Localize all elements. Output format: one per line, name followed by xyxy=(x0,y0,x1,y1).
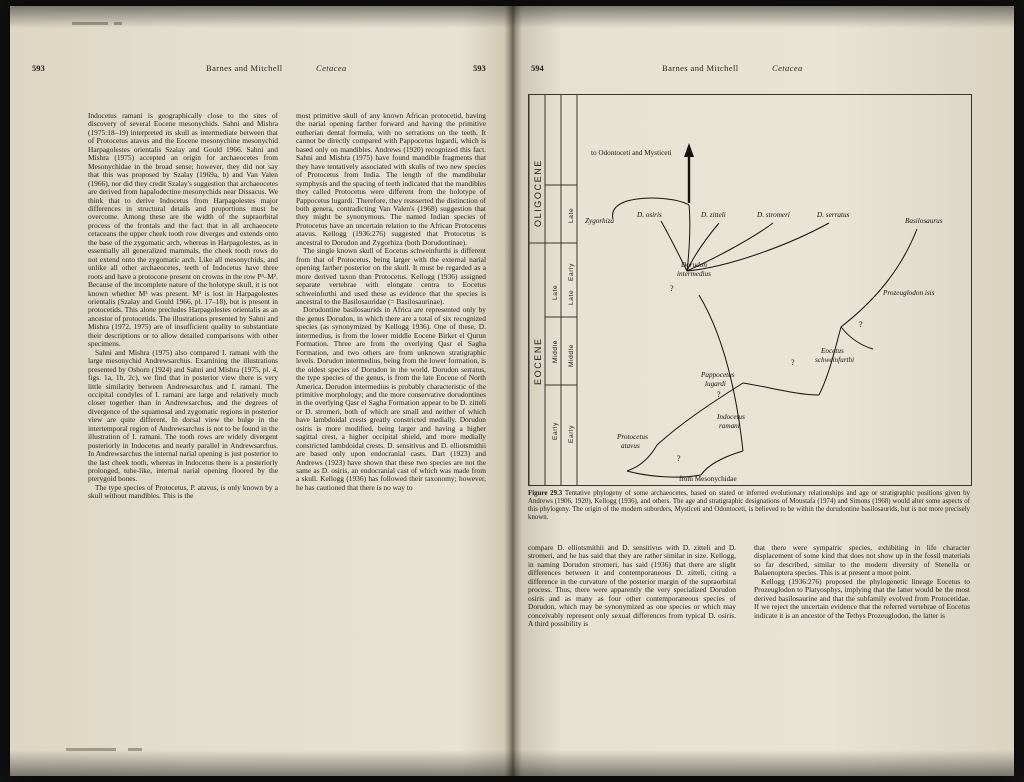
stage-cell-late-eocene: Late xyxy=(568,289,575,305)
right-running-head-authors: Barnes and Mitchell xyxy=(662,63,739,73)
paragraph: Kellogg (1936:276) proposed the phylogenetic lineage Eocetus to Prozeuglodon to Platyosphys, implying that the latter would be the most derived basilosaurine and that the subfamily evolved from Protocetidae. If we reject the uncertain evidence that the referred vertebrae of Eocetus indicate it is an ancestor of the Tethys Prozeuglodon, the latter is xyxy=(754,576,970,620)
taxon-label-indocetus-1: Indocetus xyxy=(717,413,745,421)
paragraph: that there were sympatric species, exhibiting in life character displacement of some kind that does not show up in the fossil materials so far described, similar to the modern diversity of Stenella or Balaenoptera species. This is at present a moot point. xyxy=(754,543,970,578)
open-book xyxy=(10,6,1014,776)
right-running-head-title: Cetacea xyxy=(772,63,803,73)
taxon-label-pappocetus-2: lugardi xyxy=(705,380,726,388)
stage-cell-early-eocene: Early xyxy=(568,424,575,443)
taxon-label-eocetus-1: Eocetus xyxy=(821,347,844,355)
paragraph: Indocetus ramani is geographically close to the sites of discovery of several Eocene mesonychids. Sahni and Mishra (1975:18–19) interpreted its skull as intermediate between that of Protocetus atavus and the Eocene mesonychine mesonychid Harpagolestes orientalis Szalay and Gould 1966. Sahni and Mishra (1975) accepted an origin for archaeocetes from Mesonychidae in the broad sense; however, they did not say that this was proposed by Szalay (1969a, b) and Van Valen (1966), nor did they credit Szalay's suggestion that archaeocetes are derived from hapalodectine mesonychids near Dissacus. We think that to derive Indocetus from Harpagolestes major differences in structural details and proportions must be overcome. Among these are the width of the supraorbital process of the frontals and the fact that in all archaeocete cetaceans the upper cheek tooth row diverges and extends onto the base of the zygomatic arch, whereas in Harpagolestes, as in essentially all generalized mammals, the cheek tooth rows do not extend onto the zygomatic arch. Like all mesonychids, and unlike all other archaeocetes, teeth of Indocetus have three roots and have a protocone present on crowns in the row P³–M². Because of the incomplete nature of the holotype skull, it is not known whether M³ was present. M³ is lost in Harpagolestes orientalis (Szalay and Gould 1966, pl. 17–18), but is present in protocetids. This alone precludes Harpagolestes orientalis as an ancestor of protocetids. The illustrations presented by Sahni and Mishra (1972, 1975) are of insufficient quality to substantiate their descriptions or to allow detailed comparisons with other specimens. xyxy=(88,111,278,349)
left-page xyxy=(10,6,510,776)
uncertainty-mark-4: ? xyxy=(717,390,721,399)
paragraph: The type species of Protocetus, P. atavus, is only known by a skull without mandibles. This is the xyxy=(88,482,278,501)
subepoch-label-late: Late xyxy=(552,284,559,300)
uncertainty-mark-2: ? xyxy=(859,320,863,329)
uncertainty-mark-5: ? xyxy=(677,454,681,463)
right-column-1 xyxy=(528,544,736,629)
taxon-label-d-osiris: D. osiris xyxy=(637,211,662,219)
cladogram-diagram xyxy=(529,95,971,485)
paragraph: The single known skull of Eocetus schweinfurthi is different from that of Protocetus, being larger with the external narial opening farther posterior on the skull. It must be regarded as a more derived taxon than Protocetus. Kellogg (1936) assigned separate vertebrae with elongate centra to Eocetus schweinfurthi and used these as evidence that the species is ancestral to the Basilosauridae (= Basilosaurinae). xyxy=(296,246,486,306)
paragraph: Sahni and Mishra (1975) also compared I. ramani with the large mesonychid Andrewsarchus. Examining the illustrations presented by Osborn (1924) and Sahni and Mishra (1975, pl. 4, figs. 1a, 1b, 2c), we find that in posterior view there is very little similarity between Andrewsarchus and I. ramani. The occipital condyles of I. ramani are large and relatively much closer together than in Andrewsarchus, and the degrees of divergence of the squamosal and zygomatic regions in posterior view are quite different. In dorsal view the bulge in the intertemporal region of Andrewsarchus is not to be found in the illustration of I. ramani. The tooth rows are widely divergent posteriorly in Indocetus and nearly parallel in Andrewsarchus. In Andrewsarchus the internal narial opening is just posterior to the last cheek tooth, whereas in Indocetus there is a posteriorly prolonged, tube-like, internal narial opening floored by the pterygoid bones. xyxy=(88,347,278,484)
stage-cell-early-oligocene: Early xyxy=(568,262,575,281)
left-column-2 xyxy=(296,112,486,492)
taxon-label-d-zitteli: D. zitteli xyxy=(701,211,726,219)
figure-29-3 xyxy=(528,94,972,486)
left-page-folio: 593 xyxy=(32,63,45,73)
right-column-2 xyxy=(754,544,970,620)
subepoch-label-middle: Middle xyxy=(552,339,559,363)
paragraph: Dorudontine basilosaurids in Africa are represented only by the genus Dorudon, in which there are a total of six recognized species (as synonymized by Kellogg 1936). One of these, D. intermedius, is from the lower middle Eocene Birket el Qurun Formation. Three are from the overlying Qasr el Sagha Formation, and two others are from unknown stratigraphic levels. Dorudon intermedius, being from the lower formation, is the oldest species of Dorudon in the world. Dorudon serratus, the type species of the genus, is from the late Eocene of North America. Dorudon intermedius is probably characteristic of the primitive morphology; and the more conservative dorudontines in the overlying Qasr el Sagha Formation appear to be D. zitteli or D. stromeri, both of which are small and neither of which have lambdoidal crests greatly constricted medially. Dorudon osiris is more modified, being larger and having a higher sagittal crest, a higher occipital shield, and more medially constricted lambdoidal crests. D. sensitivus and D. elliotsmithii are based only upon endocranial casts. Dart (1923) and Andrews (1923) have shown that these two species are not the same as D. osiris, an endocranial cast of which was made from a skull. Kellogg (1936) has followed their taxonomy; however, he has cautioned that there is no way to xyxy=(296,305,486,492)
uncertainty-mark-3: ? xyxy=(791,358,795,367)
paragraph: most primitive skull of any known African protocetid, having the narial opening farther forward and having the primitive eutherian dental formula, with no serrations on the teeth. It cannot be directly compared with Pappocetus lugardi, which is based only on mandibles. Andrews (1920) recognized this fact. Sahni and Mishra (1975) have found mandible fragments that they have tentatively associated with skulls of two new species of Protocetus from India. The length of the mandibular symphysis and the spacing of teeth indicated that the mandibles they called Protocetus were different from the holotype of Pappocetus lugardi. Therefore, they reasserted the distinction of both genera, contradicting Van Valen's (1968) suggestion that they might be synonymous. The named Indian species of Protocetus have an uncertain relation to the African Protocetus atavus. Kellogg (1936:276) suggested that Protocetus is ancestral to Dorudon and Zygorhiza (both Dorudontinae). xyxy=(296,111,486,247)
taxon-label-zygorhiza: Zygorhiza xyxy=(585,217,615,225)
left-page-folio-outer: 593 xyxy=(473,63,486,73)
label-to-odontoceti-mysticeti: to Odontoceti and Mysticeti xyxy=(591,149,672,157)
epoch-label-oligocene: OLIGOCENE xyxy=(533,159,543,227)
taxon-label-dorudon-intermedius-2: intermedius xyxy=(677,270,711,278)
figure-29-3-caption xyxy=(528,490,970,522)
left-running-head-title: Cetacea xyxy=(316,63,347,73)
uncertainty-mark-1: ? xyxy=(670,284,674,293)
left-running-head-authors: Barnes and Mitchell xyxy=(206,63,283,73)
arrow-to-modern-suborders xyxy=(684,143,694,203)
taxon-label-d-serratus: D. serratus xyxy=(817,211,850,219)
page-edge-mark xyxy=(66,748,116,751)
page-edge-mark xyxy=(72,22,108,25)
right-page xyxy=(514,6,1014,776)
page-edge-mark xyxy=(114,22,122,25)
taxon-label-indocetus-2: ramani xyxy=(719,422,740,430)
stage-cell-middle-eocene: Middle xyxy=(568,343,575,367)
subepoch-label-early: Early xyxy=(552,421,559,440)
taxon-label-basilosaurus: Basilosaurus xyxy=(905,217,943,225)
taxon-label-eocetus-2: schweinfurthi xyxy=(815,356,855,364)
figure-number: Figure 29.3 xyxy=(528,490,563,497)
taxon-label-protocetus-2: atavus xyxy=(621,442,640,450)
page-edge-mark xyxy=(128,748,142,751)
phylogeny-branches xyxy=(613,198,917,477)
taxon-label-d-stromeri: D. stromeri xyxy=(757,211,790,219)
left-column-1 xyxy=(88,112,278,501)
taxon-label-pappocetus-1: Pappocetus xyxy=(701,371,735,379)
taxon-label-from-mesonychidae: from Mesonychidae xyxy=(679,475,737,483)
taxon-label-prozeuglodon-isis: Prozeuglodon isis xyxy=(883,289,935,297)
right-page-folio: 594 xyxy=(531,63,544,73)
taxon-label-dorudon-intermedius-1: Dorudon xyxy=(681,261,707,269)
paragraph: compare D. elliotsmithii and D. sensitivus with D. zitteli and D. stromeri, and he has said that they are rather similar in size. Kellogg, in naming Dorudon stromeri, has said (1936) that there are slight differences between it and contemporaneous D. zitteli, citing a difference in the curvature of the posterior margin of the supraorbital process. Thus, there were apparently the very specialized Dorudon osiris and as many as four other contemporaneous species of Dorudon, which may be synonymized as one species or which may conceivably represent only sexual differences from typical D. osiris. A third possibility is xyxy=(528,543,736,629)
figure-caption-text: Tentative phylogeny of some archaeocetes, based on stated or inferred evolutionary relationships and age or stratigraphic positions given by Andrews (1906, 1920), Kellogg (1936), and others. The age and stratigraphic designations of Moustafa (1974) and Simons (1968) would alter some aspects of this phylogeny. The origin of the modern suborders, Mysticeti and Odontoceti, is believed to be within the dorudontine basilosaurids, but is not more precisely known. xyxy=(528,490,970,522)
epoch-label-eocene: EOCENE xyxy=(533,337,543,385)
stage-cell-late-oligocene: Late xyxy=(568,207,575,223)
taxon-label-protocetus-1: Protocetus xyxy=(617,433,648,441)
